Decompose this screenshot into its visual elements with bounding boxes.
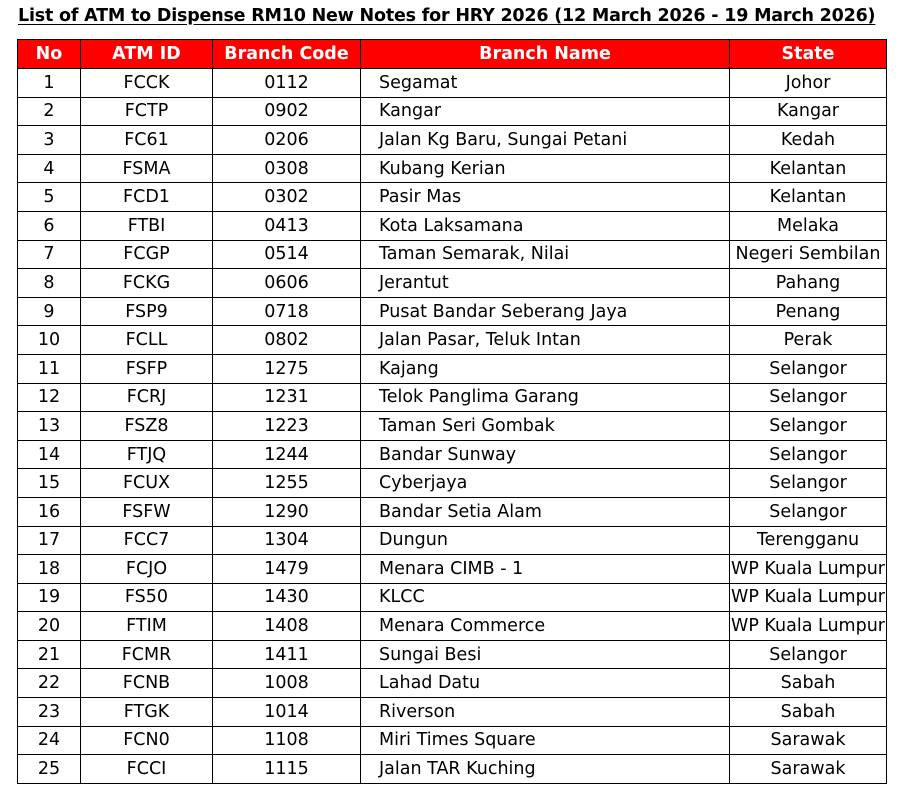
cell-branch-name: Bandar Sunway: [361, 440, 730, 469]
cell-no: 23: [18, 698, 81, 727]
cell-branch-code: 0802: [213, 326, 361, 355]
cell-state: Selangor: [730, 383, 887, 412]
table-row: [18, 555, 887, 584]
cell-no: 18: [18, 555, 81, 584]
table-row: [18, 97, 887, 126]
document-title: List of ATM to Dispense RM10 New Notes for HRY 2026 (12 March 2026 - 19 March 2026): [18, 6, 876, 26]
cell-no: 1: [18, 69, 81, 98]
cell-branch-name: Menara Commerce: [361, 612, 730, 641]
cell-atm-id: FCNB: [81, 669, 213, 698]
cell-branch-name: Pusat Bandar Seberang Jaya: [361, 297, 730, 326]
cell-state: Kelantan: [730, 183, 887, 212]
cell-atm-id: FCUX: [81, 469, 213, 498]
cell-branch-code: 0514: [213, 240, 361, 269]
cell-state: Negeri Sembilan: [730, 240, 887, 269]
table-row: [18, 698, 887, 727]
cell-state: Kedah: [730, 126, 887, 155]
cell-atm-id: FCKG: [81, 269, 213, 298]
table-row: [18, 612, 887, 641]
cell-state: Selangor: [730, 354, 887, 383]
cell-state: Selangor: [730, 497, 887, 526]
cell-branch-name: Kota Laksamana: [361, 211, 730, 240]
cell-no: 3: [18, 126, 81, 155]
cell-branch-name: Telok Panglima Garang: [361, 383, 730, 412]
table-row: [18, 154, 887, 183]
cell-no: 22: [18, 669, 81, 698]
cell-no: 5: [18, 183, 81, 212]
cell-branch-name: Taman Semarak, Nilai: [361, 240, 730, 269]
cell-branch-name: Taman Seri Gombak: [361, 412, 730, 441]
cell-branch-name: Dungun: [361, 526, 730, 555]
cell-branch-name: Menara CIMB - 1: [361, 555, 730, 584]
cell-no: 20: [18, 612, 81, 641]
atm-table: [17, 39, 887, 784]
cell-no: 13: [18, 412, 81, 441]
cell-atm-id: FCCI: [81, 755, 213, 784]
cell-branch-name: Miri Times Square: [361, 726, 730, 755]
cell-atm-id: FC61: [81, 126, 213, 155]
cell-branch-name: Jalan Pasar, Teluk Intan: [361, 326, 730, 355]
table-row: [18, 326, 887, 355]
cell-branch-code: 0902: [213, 97, 361, 126]
cell-atm-id: FTJQ: [81, 440, 213, 469]
cell-branch-code: 1231: [213, 383, 361, 412]
table-row: [18, 583, 887, 612]
cell-atm-id: FCJO: [81, 555, 213, 584]
cell-branch-code: 0606: [213, 269, 361, 298]
cell-atm-id: FCC7: [81, 526, 213, 555]
cell-no: 14: [18, 440, 81, 469]
cell-branch-name: Bandar Setia Alam: [361, 497, 730, 526]
cell-state: WP Kuala Lumpur: [730, 555, 887, 584]
cell-no: 9: [18, 297, 81, 326]
column-header-atm-id: ATM ID: [81, 40, 213, 69]
cell-state: Melaka: [730, 211, 887, 240]
table-row: [18, 526, 887, 555]
cell-branch-name: Kangar: [361, 97, 730, 126]
cell-branch-code: 1290: [213, 497, 361, 526]
cell-atm-id: FSZ8: [81, 412, 213, 441]
cell-branch-name: Jerantut: [361, 269, 730, 298]
column-header-branch-name: Branch Name: [361, 40, 730, 69]
cell-branch-name: Kajang: [361, 354, 730, 383]
cell-branch-name: Cyberjaya: [361, 469, 730, 498]
cell-branch-name: Jalan Kg Baru, Sungai Petani: [361, 126, 730, 155]
cell-atm-id: FSMA: [81, 154, 213, 183]
cell-atm-id: FSP9: [81, 297, 213, 326]
table-row: [18, 297, 887, 326]
cell-state: Selangor: [730, 440, 887, 469]
cell-branch-name: Sungai Besi: [361, 640, 730, 669]
cell-branch-name: Pasir Mas: [361, 183, 730, 212]
cell-state: Johor: [730, 69, 887, 98]
cell-no: 7: [18, 240, 81, 269]
cell-state: Selangor: [730, 412, 887, 441]
cell-branch-code: 1304: [213, 526, 361, 555]
cell-branch-name: Segamat: [361, 69, 730, 98]
cell-branch-code: 1408: [213, 612, 361, 641]
table-row: [18, 240, 887, 269]
cell-no: 10: [18, 326, 81, 355]
cell-state: Sarawak: [730, 755, 887, 784]
cell-state: Selangor: [730, 469, 887, 498]
table-header-row: [18, 40, 887, 69]
cell-state: Terengganu: [730, 526, 887, 555]
cell-branch-code: 0413: [213, 211, 361, 240]
cell-atm-id: FSFP: [81, 354, 213, 383]
cell-branch-code: 0206: [213, 126, 361, 155]
table-row: [18, 183, 887, 212]
cell-atm-id: FCCK: [81, 69, 213, 98]
table-row: [18, 755, 887, 784]
cell-branch-code: 1275: [213, 354, 361, 383]
cell-no: 12: [18, 383, 81, 412]
table-body: [18, 69, 887, 784]
cell-no: 21: [18, 640, 81, 669]
cell-branch-code: 1108: [213, 726, 361, 755]
cell-branch-name: Riverson: [361, 698, 730, 727]
cell-atm-id: FTIM: [81, 612, 213, 641]
cell-state: Selangor: [730, 640, 887, 669]
cell-atm-id: FTGK: [81, 698, 213, 727]
cell-branch-code: 1479: [213, 555, 361, 584]
cell-branch-code: 0302: [213, 183, 361, 212]
cell-no: 19: [18, 583, 81, 612]
cell-no: 2: [18, 97, 81, 126]
table-row: [18, 412, 887, 441]
table-row: [18, 726, 887, 755]
cell-atm-id: FCD1: [81, 183, 213, 212]
cell-no: 24: [18, 726, 81, 755]
cell-no: 17: [18, 526, 81, 555]
cell-branch-name: Kubang Kerian: [361, 154, 730, 183]
table-row: [18, 469, 887, 498]
table-row: [18, 269, 887, 298]
table-row: [18, 497, 887, 526]
cell-branch-name: Jalan TAR Kuching: [361, 755, 730, 784]
cell-state: Perak: [730, 326, 887, 355]
cell-branch-name: KLCC: [361, 583, 730, 612]
column-header-state: State: [730, 40, 887, 69]
table-row: [18, 669, 887, 698]
cell-state: Kelantan: [730, 154, 887, 183]
cell-branch-code: 1014: [213, 698, 361, 727]
cell-state: Pahang: [730, 269, 887, 298]
cell-branch-code: 1008: [213, 669, 361, 698]
cell-no: 11: [18, 354, 81, 383]
cell-branch-code: 0718: [213, 297, 361, 326]
cell-branch-code: 1223: [213, 412, 361, 441]
cell-state: Sabah: [730, 698, 887, 727]
cell-no: 6: [18, 211, 81, 240]
column-header-no: No: [18, 40, 81, 69]
cell-state: Penang: [730, 297, 887, 326]
cell-branch-code: 1115: [213, 755, 361, 784]
cell-atm-id: FCRJ: [81, 383, 213, 412]
cell-state: WP Kuala Lumpur: [730, 612, 887, 641]
cell-atm-id: FCLL: [81, 326, 213, 355]
column-header-branch-code: Branch Code: [213, 40, 361, 69]
cell-no: 16: [18, 497, 81, 526]
table-row: [18, 383, 887, 412]
cell-atm-id: FCTP: [81, 97, 213, 126]
cell-atm-id: FCGP: [81, 240, 213, 269]
table-row: [18, 640, 887, 669]
cell-branch-code: 1255: [213, 469, 361, 498]
table-row: [18, 126, 887, 155]
cell-atm-id: FS50: [81, 583, 213, 612]
cell-no: 25: [18, 755, 81, 784]
table-row: [18, 69, 887, 98]
cell-atm-id: FCN0: [81, 726, 213, 755]
table-row: [18, 354, 887, 383]
cell-state: Kangar: [730, 97, 887, 126]
cell-branch-name: Lahad Datu: [361, 669, 730, 698]
cell-branch-code: 1244: [213, 440, 361, 469]
cell-atm-id: FTBI: [81, 211, 213, 240]
cell-state: Sarawak: [730, 726, 887, 755]
cell-no: 4: [18, 154, 81, 183]
cell-state: Sabah: [730, 669, 887, 698]
cell-branch-code: 0308: [213, 154, 361, 183]
cell-branch-code: 0112: [213, 69, 361, 98]
cell-atm-id: FCMR: [81, 640, 213, 669]
table-row: [18, 440, 887, 469]
cell-no: 15: [18, 469, 81, 498]
cell-atm-id: FSFW: [81, 497, 213, 526]
table-row: [18, 211, 887, 240]
cell-state: WP Kuala Lumpur: [730, 583, 887, 612]
cell-no: 8: [18, 269, 81, 298]
cell-branch-code: 1430: [213, 583, 361, 612]
cell-branch-code: 1411: [213, 640, 361, 669]
